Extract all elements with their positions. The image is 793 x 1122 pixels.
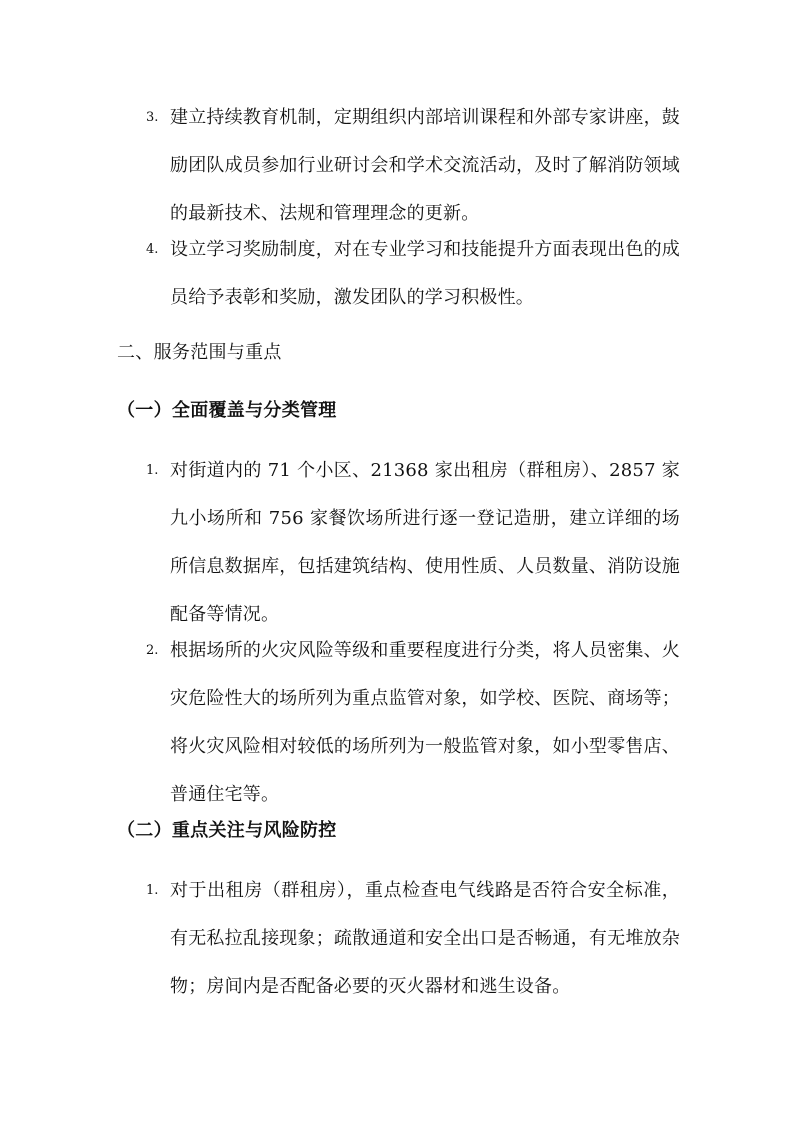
list-text: 设立学习奖励制度，对在专业学习和技能提升方面表现出色的成员给予表彰和奖励，激发团队的学习积极性。 — [170, 239, 680, 308]
list-number: 2. — [146, 643, 159, 658]
list-number: 1. — [146, 463, 159, 478]
subsection-heading-risk-control: （二）重点关注与风险防控 — [117, 820, 337, 841]
subsection-heading-coverage: （一）全面覆盖与分类管理 — [117, 400, 337, 421]
list-text: 对街道内的 71 个小区、21368 家出租房（群租房）、2857 家九小场所和 756 家餐饮场所进行逐一登记造册，建立详细的场所信息数据库，包括建筑结构、使用性质、人员数量、消防设施配备等情况。 — [170, 460, 680, 625]
section-heading-service-scope: 二、服务范围与重点 — [117, 342, 282, 363]
list-text: 建立持续教育机制，定期组织内部培训课程和外部专家讲座，鼓励团队成员参加行业研讨会和学术交流活动，及时了解消防领域的最新技术、法规和管理理念的更新。 — [170, 107, 680, 224]
list-number: 3. — [146, 110, 159, 125]
list-number: 1. — [146, 883, 159, 898]
list-text: 对于出租房（群租房），重点检查电气线路是否符合安全标准，有无私拉乱接现象；疏散通道和安全出口是否畅通，有无堆放杂物；房间内是否配备必要的灭火器材和逃生设备。 — [170, 880, 680, 997]
list-number: 4. — [146, 242, 159, 257]
list-text: 根据场所的火灾风险等级和重要程度进行分类，将人员密集、火灾危险性大的场所列为重点监管对象，如学校、医院、商场等；将火灾风险相对较低的场所列为一般监管对象，如小型零售店、普通住宅等。 — [170, 640, 680, 805]
